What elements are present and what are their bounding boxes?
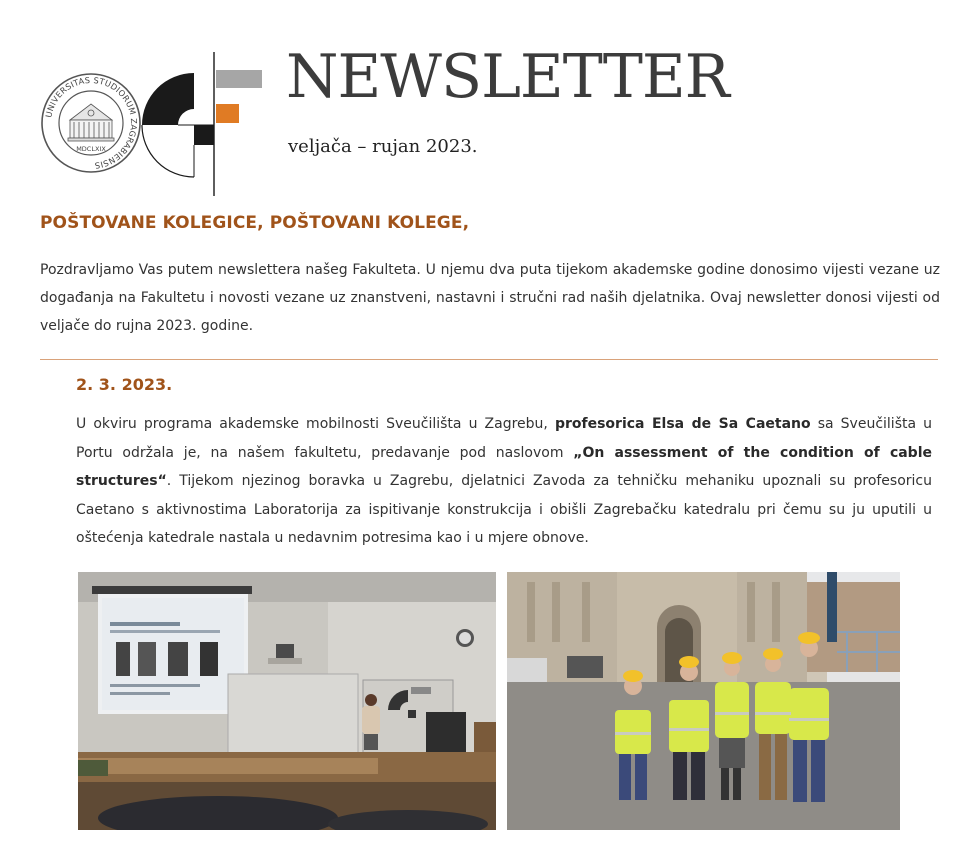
newsletter-period: veljača – rujan 2023. — [288, 136, 478, 157]
newsletter-header — [0, 0, 970, 200]
university-seal-logo — [40, 72, 142, 174]
intro-paragraph: Pozdravljamo Vas putem newslettera našeg Fakulteta. U njemu dva puta tijekom akademske godine donosimo vijesti vezane uz događanja na Fakultetu i novosti vezane uz znanstveni, nastavni i stručni rad naših djelatnika. Ovaj newsletter donosi vijesti od veljače do rujna 2023. godine. — [40, 262, 940, 334]
seal-year: MDCLXIX — [76, 145, 106, 153]
article-body — [76, 410, 932, 553]
greeting-heading: POŠTOVANE KOLEGICE, POŠTOVANI KOLEGE, — [40, 213, 470, 233]
professor-name: profesorica Elsa de Sa Caetano — [554, 416, 811, 432]
lecture-title: „On assessment of the condition of cable structures“ — [76, 444, 933, 489]
faculty-gf-logo — [140, 52, 266, 196]
article-text-part: U okviru programa akademske mobilnosti Sveučilišta u Zagrebu, — [76, 416, 555, 432]
article-text-part: . Tijekom njezinog boravka u Zagrebu, djelatnici Zavoda za tehničku mehaniku upoznali su profesoricu Caetano s aktivnostima Laboratorija za ispitivanje konstrukcija i obišli Zagrebačku katedralu pri čemu su ju uputili u oštećenja katedrale nastala u nedavnim potresima kao i u mjere obnove. — [76, 473, 932, 546]
article-date: 2. 3. 2023. — [76, 375, 173, 394]
seal-lettering: UNIVERSITAS STUDIORUM ZAGRABIENSIS — [43, 74, 140, 171]
section-divider — [40, 359, 938, 360]
newsletter-title: NEWSLETTER — [286, 42, 729, 112]
cathedral-visit-photo — [507, 572, 900, 830]
lecture-photo — [78, 572, 496, 830]
article-text-part: sa Sveučilišta u Portu održala je, na našem fakultetu, predavanje pod naslovom — [76, 416, 933, 461]
